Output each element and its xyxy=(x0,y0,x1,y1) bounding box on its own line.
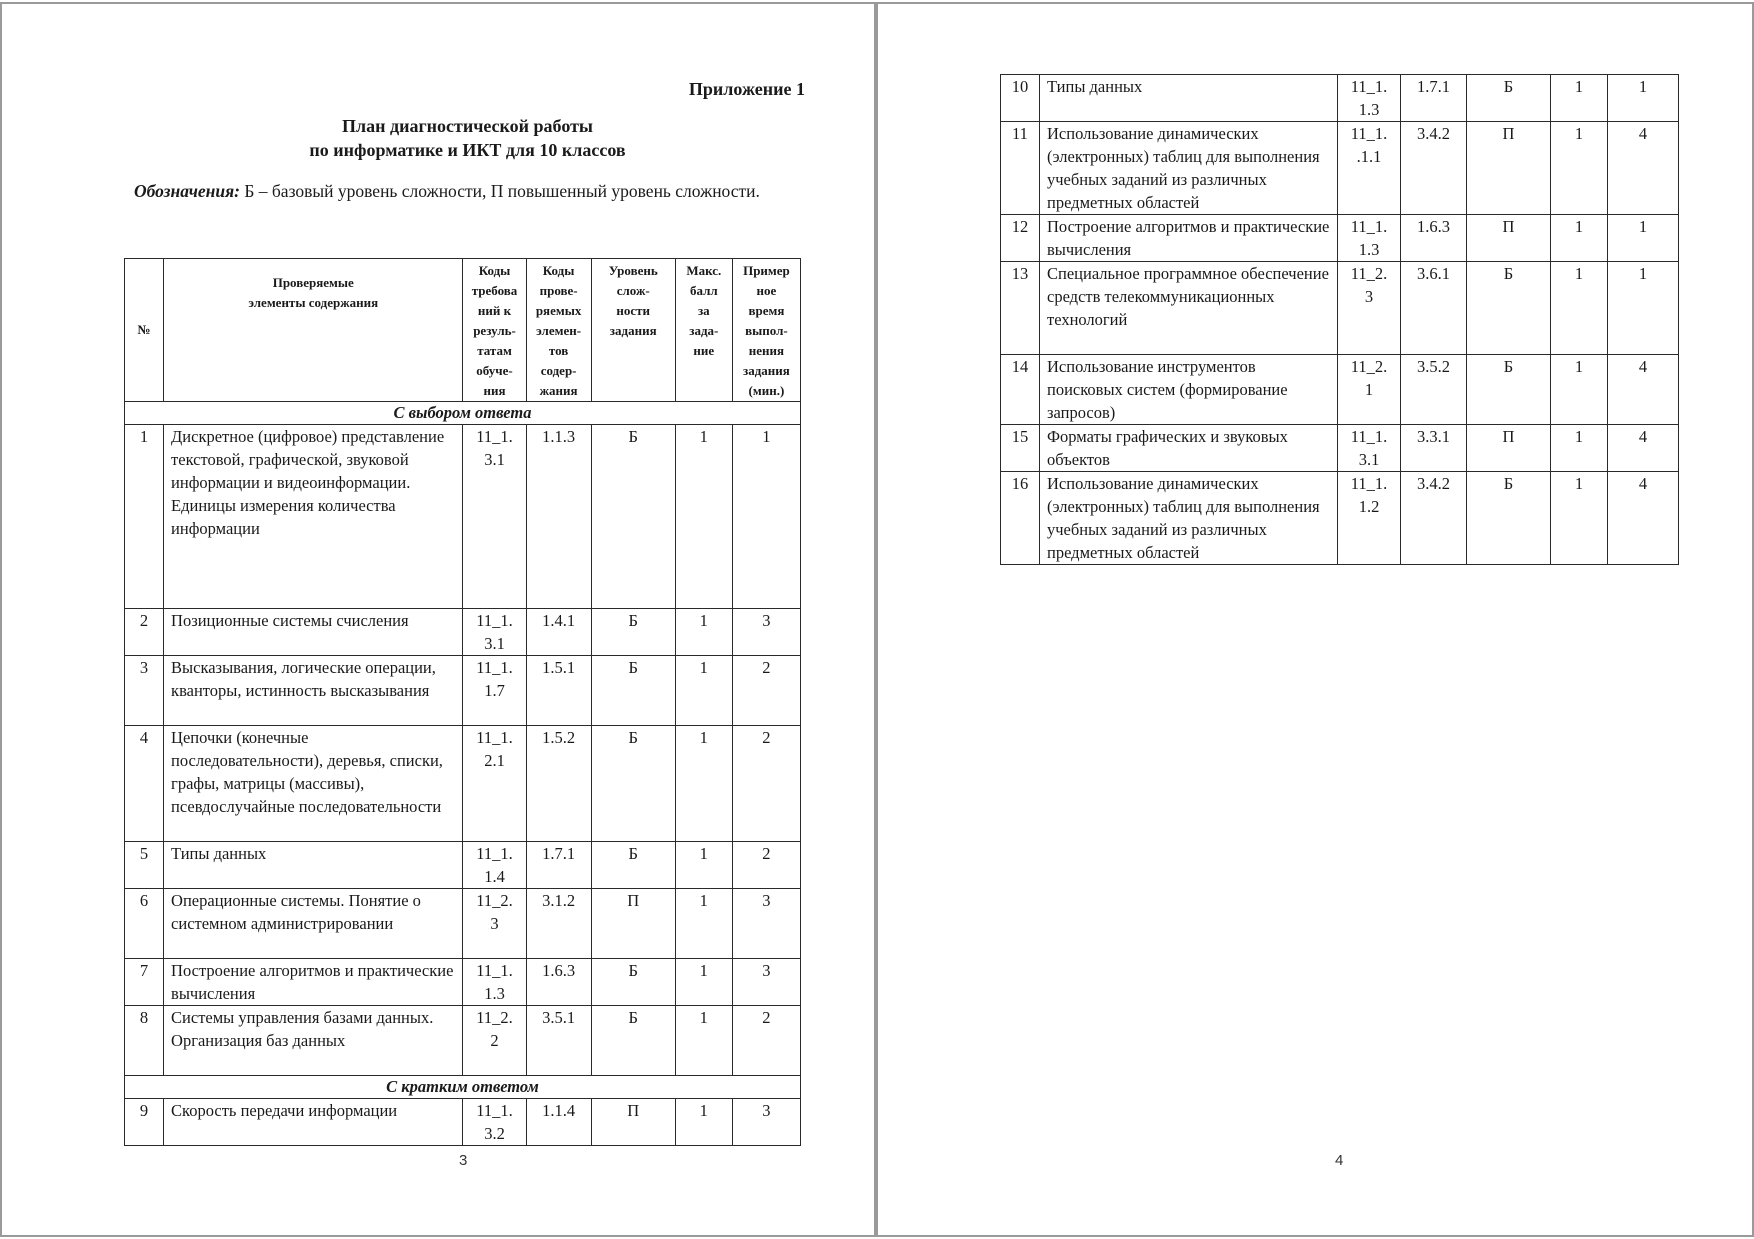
table-row xyxy=(1001,75,1679,122)
cell-level: Б xyxy=(1467,355,1551,425)
cell-level: П xyxy=(1467,122,1551,215)
cell-req-code: 11_1. 1.4 xyxy=(463,842,526,889)
cell-req-code: 11_2. 3 xyxy=(1338,262,1401,355)
table-row xyxy=(1001,122,1679,215)
cell-time: 2 xyxy=(732,726,800,842)
plan-table-page-3 xyxy=(124,258,801,1146)
header-line: (мин.) xyxy=(748,383,785,398)
cell-level: Б xyxy=(591,425,675,609)
header-line: Уровень xyxy=(608,263,658,278)
cell-num: 15 xyxy=(1001,425,1040,472)
cell-element-code: 3.4.2 xyxy=(1401,122,1467,215)
cell-element-code: 1.7.1 xyxy=(1401,75,1467,122)
table-row xyxy=(1001,262,1679,355)
cell-element: Дискретное (цифровое) представление текстовой, графической, звуковой информации и видеоинформации. Единицы измерения количества информации xyxy=(164,425,463,609)
header-line: за xyxy=(697,303,710,318)
table-row xyxy=(125,656,801,726)
cell-req-code: 11_1. 1.3 xyxy=(1338,75,1401,122)
cell-element: Использование динамических (электронных) таблиц для выполнения учебных заданий из различных предметных областей xyxy=(1040,122,1338,215)
cell-level: Б xyxy=(591,1006,675,1076)
header-line: ное xyxy=(756,283,777,298)
header-req-codes xyxy=(463,259,526,402)
header-line: ности xyxy=(616,303,651,318)
cell-max-score: 1 xyxy=(675,959,732,1006)
cell-time: 3 xyxy=(732,609,800,656)
header-line: выпол- xyxy=(745,323,788,338)
header-line: балл xyxy=(689,283,718,298)
cell-element: Использование динамических (электронных) таблиц для выполнения учебных заданий из различных предметных областей xyxy=(1040,472,1338,565)
cell-max-score: 1 xyxy=(1551,355,1608,425)
cell-num: 6 xyxy=(125,889,164,959)
table-row xyxy=(125,726,801,842)
header-line: Коды xyxy=(542,263,575,278)
plan-table-page-4 xyxy=(1000,74,1679,565)
header-line: элементы содержания xyxy=(248,295,379,310)
header-line: нения xyxy=(748,343,785,358)
header-line: тов xyxy=(548,343,569,358)
legend-text: Б – базовый уровень сложности, П повышенный уровень сложности. xyxy=(239,181,760,201)
cell-num: 16 xyxy=(1001,472,1040,565)
page-number-right: 4 xyxy=(1335,1152,1344,1169)
cell-level: Б xyxy=(591,656,675,726)
section-title: С кратким ответом xyxy=(125,1076,801,1099)
cell-max-score: 1 xyxy=(675,425,732,609)
header-line: Макс. xyxy=(686,263,722,278)
cell-num: 8 xyxy=(125,1006,164,1076)
cell-time: 2 xyxy=(732,842,800,889)
cell-element-code: 1.1.3 xyxy=(526,425,591,609)
cell-max-score: 1 xyxy=(675,609,732,656)
header-line: время xyxy=(748,303,785,318)
header-max-score xyxy=(675,259,732,402)
header-line: обуче- xyxy=(476,363,513,378)
header-line: задания xyxy=(609,323,657,338)
table-row xyxy=(125,609,801,656)
cell-max-score: 1 xyxy=(1551,122,1608,215)
cell-time: 2 xyxy=(732,1006,800,1076)
cell-element: Типы данных xyxy=(1040,75,1338,122)
cell-req-code: 11_2. 3 xyxy=(463,889,526,959)
table-row xyxy=(1001,355,1679,425)
cell-element: Цепочки (конечные последовательности), деревья, списки, графы, матрицы (массивы), псевдослучайные последовательности xyxy=(164,726,463,842)
cell-element-code: 1.7.1 xyxy=(526,842,591,889)
cell-num: 13 xyxy=(1001,262,1040,355)
cell-element-code: 3.3.1 xyxy=(1401,425,1467,472)
cell-max-score: 1 xyxy=(675,1099,732,1146)
cell-element-code: 1.5.2 xyxy=(526,726,591,842)
cell-element-code: 3.6.1 xyxy=(1401,262,1467,355)
title-line-2: по информатике и ИКТ для 10 классов xyxy=(309,140,626,160)
table-row xyxy=(1001,425,1679,472)
cell-element-code: 3.5.1 xyxy=(526,1006,591,1076)
cell-num: 3 xyxy=(125,656,164,726)
section-row xyxy=(125,1076,801,1099)
header-line: ния xyxy=(483,383,506,398)
header-line: резуль- xyxy=(473,323,516,338)
header-line: задания xyxy=(743,363,790,378)
table-header-row xyxy=(125,259,801,402)
cell-req-code: 11_1. 1.3 xyxy=(1338,215,1401,262)
cell-req-code: 11_1. 1.3 xyxy=(463,959,526,1006)
table-row xyxy=(1001,472,1679,565)
cell-req-code: 11_2. 2 xyxy=(463,1006,526,1076)
section-row xyxy=(125,402,801,425)
cell-num: 9 xyxy=(125,1099,164,1146)
header-line: требова xyxy=(471,283,518,298)
cell-num: 4 xyxy=(125,726,164,842)
cell-level: Б xyxy=(591,726,675,842)
title-line-1: План диагностической работы xyxy=(342,116,593,136)
page-number-left: 3 xyxy=(459,1152,468,1169)
cell-time: 1 xyxy=(1608,75,1679,122)
cell-element-code: 1.4.1 xyxy=(526,609,591,656)
cell-element: Операционные системы. Понятие о системном администрировании xyxy=(164,889,463,959)
header-elements xyxy=(164,259,463,402)
cell-num: 1 xyxy=(125,425,164,609)
cell-req-code: 11_1. 3.1 xyxy=(463,425,526,609)
header-line: татам xyxy=(477,343,512,358)
cell-req-code: 11_1. 3.1 xyxy=(463,609,526,656)
cell-num: 2 xyxy=(125,609,164,656)
cell-time: 4 xyxy=(1608,472,1679,565)
table-row xyxy=(125,842,801,889)
cell-max-score: 1 xyxy=(1551,75,1608,122)
cell-element-code: 3.5.2 xyxy=(1401,355,1467,425)
cell-time: 1 xyxy=(1608,262,1679,355)
cell-num: 5 xyxy=(125,842,164,889)
cell-num: 12 xyxy=(1001,215,1040,262)
cell-max-score: 1 xyxy=(675,889,732,959)
header-line: зада- xyxy=(689,323,719,338)
cell-element-code: 3.4.2 xyxy=(1401,472,1467,565)
cell-element: Системы управления базами данных. Организация баз данных xyxy=(164,1006,463,1076)
cell-max-score: 1 xyxy=(1551,215,1608,262)
cell-level: П xyxy=(591,1099,675,1146)
table-row xyxy=(125,1099,801,1146)
cell-element-code: 3.1.2 xyxy=(526,889,591,959)
cell-time: 1 xyxy=(732,425,800,609)
cell-element: Позиционные системы счисления xyxy=(164,609,463,656)
cell-element: Типы данных xyxy=(164,842,463,889)
table-row xyxy=(125,959,801,1006)
cell-time: 3 xyxy=(732,889,800,959)
header-line: ние xyxy=(693,343,715,358)
header-elem-codes xyxy=(526,259,591,402)
header-line: прове- xyxy=(539,283,578,298)
cell-element: Высказывания, логические операции, кванторы, истинность высказывания xyxy=(164,656,463,726)
cell-max-score: 1 xyxy=(675,1006,732,1076)
cell-time: 3 xyxy=(732,1099,800,1146)
cell-level: П xyxy=(1467,215,1551,262)
cell-time: 1 xyxy=(1608,215,1679,262)
cell-element-code: 1.1.4 xyxy=(526,1099,591,1146)
cell-req-code: 11_1. 2.1 xyxy=(463,726,526,842)
cell-num: 7 xyxy=(125,959,164,1006)
header-line: Коды xyxy=(478,263,511,278)
cell-time: 3 xyxy=(732,959,800,1006)
header-num: № xyxy=(125,259,164,402)
legend-label: Обозначения: xyxy=(134,181,240,201)
cell-req-code: 11_1. 3.1 xyxy=(1338,425,1401,472)
cell-element-code: 1.6.3 xyxy=(526,959,591,1006)
cell-level: Б xyxy=(591,842,675,889)
cell-element: Скорость передачи информации xyxy=(164,1099,463,1146)
appendix-label: Приложение 1 xyxy=(688,79,805,99)
table-row xyxy=(125,1006,801,1076)
cell-time: 4 xyxy=(1608,122,1679,215)
table-row xyxy=(1001,215,1679,262)
header-line: слож- xyxy=(616,283,650,298)
cell-num: 10 xyxy=(1001,75,1040,122)
table-row xyxy=(125,425,801,609)
header-line: Проверяемые xyxy=(272,275,354,290)
cell-max-score: 1 xyxy=(675,726,732,842)
header-time xyxy=(732,259,800,402)
header-line: ний к xyxy=(477,303,512,318)
cell-level: П xyxy=(591,889,675,959)
page-title xyxy=(130,114,805,162)
cell-req-code: 11_2. 1 xyxy=(1338,355,1401,425)
header-line: ряемых xyxy=(535,303,582,318)
cell-time: 4 xyxy=(1608,355,1679,425)
cell-element-code: 1.6.3 xyxy=(1401,215,1467,262)
cell-time: 2 xyxy=(732,656,800,726)
header-line: жания xyxy=(539,383,578,398)
header-line: Пример xyxy=(743,263,790,278)
cell-element: Построение алгоритмов и практические вычисления xyxy=(1040,215,1338,262)
cell-element-code: 1.5.1 xyxy=(526,656,591,726)
header-line: элемен- xyxy=(536,323,582,338)
cell-num: 14 xyxy=(1001,355,1040,425)
cell-max-score: 1 xyxy=(1551,262,1608,355)
section-title: С выбором ответа xyxy=(125,402,801,425)
cell-level: П xyxy=(1467,425,1551,472)
cell-req-code: 11_1. 1.2 xyxy=(1338,472,1401,565)
cell-max-score: 1 xyxy=(675,842,732,889)
cell-req-code: 11_1. .1.1 xyxy=(1338,122,1401,215)
cell-element: Построение алгоритмов и практические вычисления xyxy=(164,959,463,1006)
legend xyxy=(134,180,806,203)
cell-level: Б xyxy=(591,959,675,1006)
table-row xyxy=(125,889,801,959)
cell-time: 4 xyxy=(1608,425,1679,472)
cell-element: Форматы графических и звуковых объектов xyxy=(1040,425,1338,472)
cell-element: Специальное программное обеспечение средств телекоммуникационных технологий xyxy=(1040,262,1338,355)
cell-max-score: 1 xyxy=(1551,472,1608,565)
cell-req-code: 11_1. 3.2 xyxy=(463,1099,526,1146)
cell-element: Использование инструментов поисковых систем (формирование запросов) xyxy=(1040,355,1338,425)
header-line: содер- xyxy=(540,363,577,378)
cell-num: 11 xyxy=(1001,122,1040,215)
header-level xyxy=(591,259,675,402)
cell-max-score: 1 xyxy=(675,656,732,726)
cell-level: Б xyxy=(1467,75,1551,122)
cell-req-code: 11_1. 1.7 xyxy=(463,656,526,726)
cell-max-score: 1 xyxy=(1551,425,1608,472)
cell-level: Б xyxy=(1467,472,1551,565)
cell-level: Б xyxy=(591,609,675,656)
cell-level: Б xyxy=(1467,262,1551,355)
